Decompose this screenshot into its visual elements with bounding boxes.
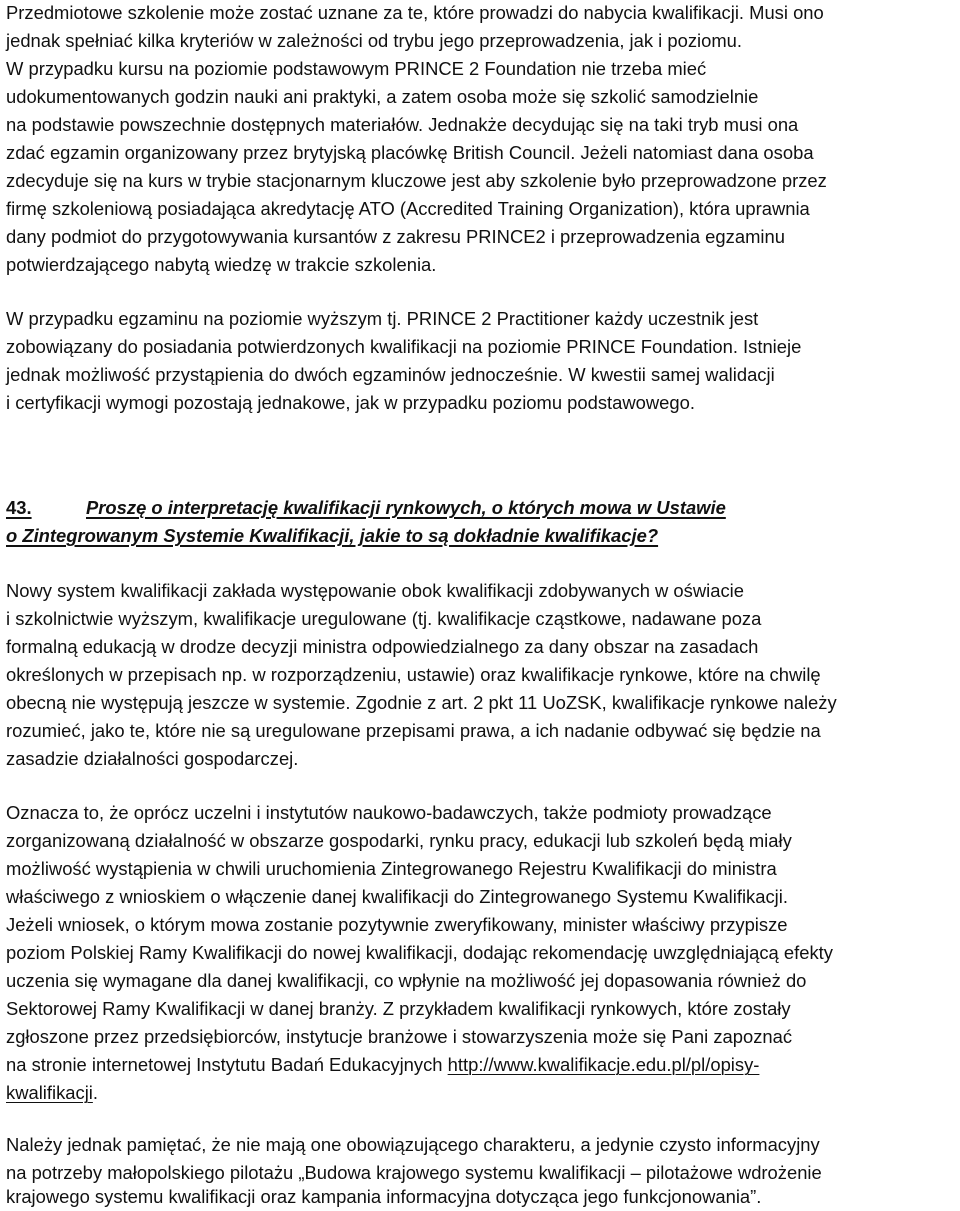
question-text-2: o Zintegrowanym Systemie Kwalifikacji, jakie to są dokładnie kwalifikacje? bbox=[6, 525, 659, 546]
text-line: krajowego systemu kwalifikacji oraz kampania informacyjna dotycząca jego funkcjonowania”. bbox=[6, 1186, 762, 1207]
link-suffix: . bbox=[92, 1082, 98, 1103]
text-line: poziom Polskiej Ramy Kwalifikacji do nowej kwalifikacji, dodając rekomendację uwzględniającą efekty bbox=[6, 942, 833, 963]
text-line: dany podmiot do przygotowywania kursantów z zakresu PRINCE2 i przeprowadzenia egzaminu bbox=[6, 226, 785, 247]
text-line: właściwego z wnioskiem o włączenie danej kwalifikacji do Zintegrowanego Systemu Kwalifikacji. bbox=[6, 886, 788, 907]
text-line: zdecyduje się na kurs w trybie stacjonarnym kluczowe jest aby szkolenie było przeprowadzone przez bbox=[6, 170, 827, 191]
text-line: Jeżeli wniosek, o którym mowa zostanie pozytywnie zweryfikowany, minister właściwy przypisze bbox=[6, 914, 788, 935]
text-line-with-link bbox=[6, 1051, 759, 1079]
text-line: W przypadku egzaminu na poziomie wyższym tj. PRINCE 2 Practitioner każdy uczestnik jest bbox=[6, 308, 759, 329]
text-line: i szkolnictwie wyższym, kwalifikacje uregulowane (tj. kwalifikacje cząstkowe, nadawane poza bbox=[6, 608, 762, 629]
kwalifikacje-link-continued[interactable]: kwalifikacji bbox=[6, 1082, 93, 1103]
text-line-link-continued bbox=[6, 1079, 98, 1107]
kwalifikacje-link[interactable]: http://www.kwalifikacje.edu.pl/pl/opisy- bbox=[447, 1054, 760, 1075]
text-line: możliwość wystąpienia w chwili uruchomienia Zintegrowanego Rejestru Kwalifikacji do ministra bbox=[6, 858, 777, 879]
text-line: uczenia się wymagane dla danej kwalifikacji, co wpłynie na możliwość jej dopasowania również do bbox=[6, 970, 807, 991]
text-line: Oznacza to, że oprócz uczelni i instytutów naukowo-badawczych, także podmioty prowadzące bbox=[6, 802, 772, 823]
text-line: Nowy system kwalifikacji zakłada występowanie obok kwalifikacji zdobywanych w oświacie bbox=[6, 580, 744, 601]
question-line-2 bbox=[6, 522, 658, 550]
text-line: udokumentowanych godzin nauki ani praktyki, a zatem osoba może się szkolić samodzielnie bbox=[6, 86, 759, 107]
text-line: określonych w przepisach np. w rozporządzeniu, ustawie) oraz kwalifikacje rynkowe, które na chwilę bbox=[6, 664, 821, 685]
text-line: zdać egzamin organizowany przez brytyjską placówkę British Council. Jeżeli natomiast dana osoba bbox=[6, 142, 814, 163]
question-number: 43. bbox=[6, 497, 32, 518]
text-line: Sektorowej Ramy Kwalifikacji w danej branży. Z przykładem kwalifikacji rynkowych, które zostały bbox=[6, 998, 791, 1019]
text-line: formalną edukacją w drodze decyzji ministra odpowiedzialnego za dany obszar na zasadach bbox=[6, 636, 759, 657]
question-text-1: Proszę o interpretację kwalifikacji rynkowych, o których mowa w Ustawie bbox=[86, 497, 726, 518]
text-line: jednak możliwość przystąpienia do dwóch egzaminów jednocześnie. W kwestii samej walidacji bbox=[6, 364, 775, 385]
text-line: potwierdzającego nabytą wiedzę w trakcie szkolenia. bbox=[6, 254, 437, 275]
question-line-1 bbox=[6, 494, 726, 522]
link-prefix: na stronie internetowej Instytutu Badań Edukacyjnych bbox=[6, 1054, 448, 1075]
text-line: obecną nie występują jeszcze w systemie. Zgodnie z art. 2 pkt 11 UoZSK, kwalifikacje rynkowe należy bbox=[6, 692, 837, 713]
text-line: rozumieć, jako te, które nie są uregulowane przepisami prawa, a ich nadanie odbywać się będzie na bbox=[6, 720, 821, 741]
text-line: Należy jednak pamiętać, że nie mają one obowiązującego charakteru, a jedynie czysto informacyjny bbox=[6, 1134, 820, 1155]
text-line: firmę szkoleniową posiadająca akredytację ATO (Accredited Training Organization), która uprawnia bbox=[6, 198, 810, 219]
text-line: W przypadku kursu na poziomie podstawowym PRINCE 2 Foundation nie trzeba mieć bbox=[6, 58, 707, 79]
text-line: zgłoszone przez przedsiębiorców, instytucje branżowe i stowarzyszenia może się Pani zapoznać bbox=[6, 1026, 793, 1047]
text-line: jednak spełniać kilka kryteriów w zależności od trybu jego przeprowadzenia, jak i poziomu. bbox=[6, 30, 742, 51]
text-line: i certyfikacji wymogi pozostają jednakowe, jak w przypadku poziomu podstawowego. bbox=[6, 392, 695, 413]
text-line: na podstawie powszechnie dostępnych materiałów. Jednakże decydując się na taki tryb musi ona bbox=[6, 114, 799, 135]
text-line: na potrzeby małopolskiego pilotażu „Budowa krajowego systemu kwalifikacji – pilotażowe wdrożenie bbox=[6, 1162, 822, 1183]
text-line: Przedmiotowe szkolenie może zostać uznane za te, które prowadzi do nabycia kwalifikacji. Musi ono bbox=[6, 2, 824, 23]
text-line: zorganizowaną działalność w obszarze gospodarki, rynku pracy, edukacji lub szkoleń będą miały bbox=[6, 830, 792, 851]
text-line: zasadzie działalności gospodarczej. bbox=[6, 748, 299, 769]
text-line: zobowiązany do posiadania potwierdzonych kwalifikacji na poziomie PRINCE Foundation. Istnieje bbox=[6, 336, 802, 357]
